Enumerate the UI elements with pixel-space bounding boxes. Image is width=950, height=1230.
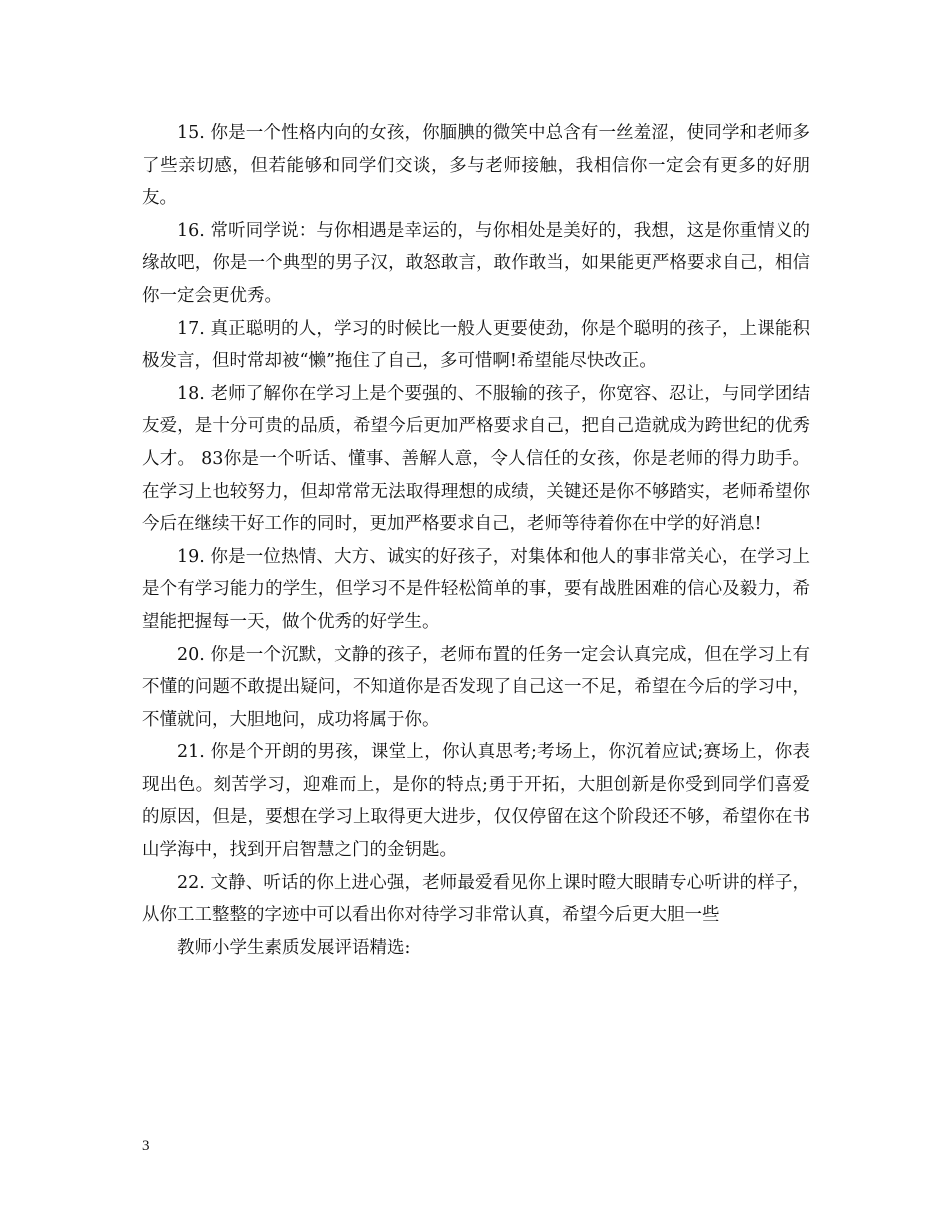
comment-paragraph-21: 21. 你是个开朗的男孩，课堂上，你认真思考;考场上，你沉着应试;赛场上，你表现出色。刻苦学习，迎难而上，是你的特点;勇于开拓，大胆创新是你受到同学们喜爱的原因，但是，要想在学习上取得更大进步，仅仅停留在这个阶段还不够，希望你在书山学海中，找到开启智慧之门的金钥匙。 bbox=[142, 742, 810, 861]
comment-paragraph-22: 22. 文静、听话的你上进心强，老师最爱看见你上课时瞪大眼睛专心听讲的样子，从你工工整整的字迹中可以看出你对待学习非常认真，希望今后更大胆一些 bbox=[142, 872, 810, 926]
document-body bbox=[142, 117, 810, 964]
comment-paragraph-18: 18. 老师了解你在学习上是个要强的、不服输的孩子，你宽容、忍让，与同学团结友爱，是十分可贵的品质，希望今后更加严格要求自己，把自己造就成为跨世纪的优秀人才。 83你是一个听话、懂事、善解人意，令人信任的女孩，你是老师的得力助手。在学习上也较努力，但却常常无法取得理想的成绩，关键还是你不够踏实，老师希望你今后在继续干好工作的同时，更加严格要求自己，老师等待着你在中学的好消息! bbox=[142, 383, 810, 535]
comment-paragraph-19: 19. 你是一位热情、大方、诚实的好孩子，对集体和他人的事非常关心，在学习上是个有学习能力的学生，但学习不是件轻松简单的事，要有战胜困难的信心及毅力，希望能把握每一天，做个优秀的好学生。 bbox=[142, 546, 810, 632]
comment-paragraph-16: 16. 常听同学说：与你相遇是幸运的，与你相处是美好的，我想，这是你重情义的缘故吧，你是一个典型的男子汉，敢怒敢言，敢作敢当，如果能更严格要求自己，相信你一定会更优秀。 bbox=[142, 220, 810, 306]
comment-paragraph-20: 20. 你是一个沉默，文静的孩子，老师布置的任务一定会认真完成，但在学习上有不懂的问题不敢提出疑问，不知道你是否发现了自己这一不足，希望在今后的学习中，不懂就问，大胆地问，成功将属于你。 bbox=[142, 644, 810, 730]
section-heading: 教师小学生素质发展评语精选: bbox=[177, 937, 411, 958]
comment-paragraph-17: 17. 真正聪明的人，学习的时候比一般人更要使劲，你是个聪明的孩子，上课能积极发言，但时常却被“懒”拖住了自己，多可惜啊!希望能尽快改正。 bbox=[142, 318, 810, 372]
comment-paragraph-15: 15. 你是一个性格内向的女孩，你腼腆的微笑中总含有一丝羞涩，使同学和老师多了些亲切感，但若能够和同学们交谈，多与老师接触，我相信你一定会有更多的好朋友。 bbox=[142, 123, 810, 209]
page-number: 3 bbox=[142, 1138, 150, 1154]
